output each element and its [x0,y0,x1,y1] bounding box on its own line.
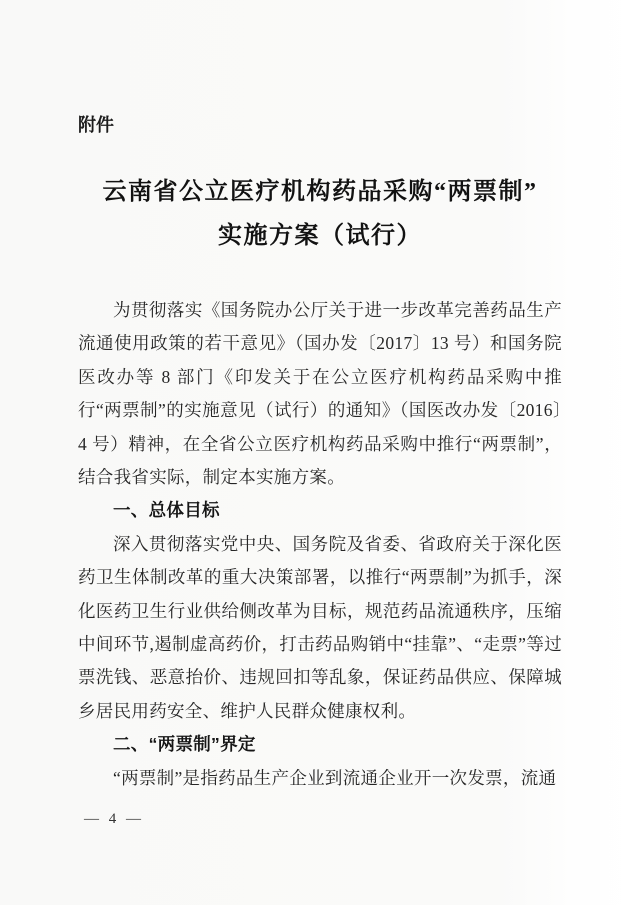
paragraph-definition: “两票制”是指药品生产企业到流通企业开一次发票，流通 [113,767,557,788]
document-content [78,0,562,795]
paragraph-intro: 为贯彻落实《国务院办公厅关于进一步改革完善药品生产流通使用政策的若干意见》（国办发〔2017〕13 号）和国务院医改办等 8 部门《印发关于在公立医疗机构药品采购中推行“两票制”的实施意见（试行）的通知》（国医改办发〔2016〕4 号）精神，在全省公立医疗机构药品采购中推行“两票制”，结合我省实际，制定本实施方案。 [78,300,562,488]
paragraph-overall-goal: 深入贯彻落实党中央、国务院及省委、省政府关于深化医药卫生体制改革的重大决策部署，以推行“两票制”为抓手，深化医药卫生行业供给侧改革为目标，规范药品流通秩序，压缩中间环节,遏制虚高药价，打击药品购销中“挂靠”、“走票”等过票洗钱、恶意抬价、违规回扣等乱象，保证药品供应、保障城乡居民用药安全、维护人民群众健康权利。 [78,533,562,721]
document-title-line-2: 实施方案（试行） [218,223,422,249]
section-heading-1: 一、总体目标 [113,500,220,521]
document-body [78,294,562,795]
page-number: — 4 — [84,811,144,827]
document-title [78,170,562,258]
attachment-label: 附件 [78,115,114,135]
document-title-line-1: 云南省公立医疗机构药品采购“两票制” [102,179,538,205]
section-heading-2: 二、“两票制”界定 [113,734,256,755]
